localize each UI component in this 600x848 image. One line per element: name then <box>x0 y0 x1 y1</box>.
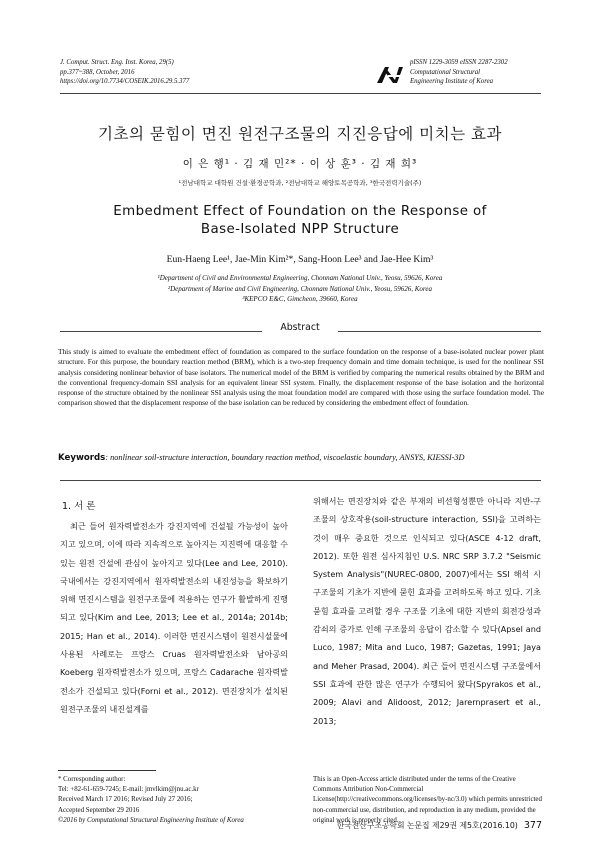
affiliation-line: ²Department of Marine and Civil Engineering, Chonnam National Univ., Yeosu, 59626, Korea <box>168 284 432 293</box>
body-paragraph: 최근 들어 원자력발전소가 강진지역에 건설될 가능성이 높아지고 있으며, 이에 따라 지속적으로 높아지는 지진력에 대응할 수 있는 원전 건설에 관심이 높아지고 있다(Lee and Lee, 2010). 국내에서는 강진지역에서 원자력발전소의 내진성능을 확보하기 위해 면진시스템을 원전구조물에 적용하는 연구가 활발하게 진행되고 있다(Kim and Lee, 2013; Lee et al., 2014a; 2014b; 2015; Han et al., 2014). 이러한 면진시스템이 원전시설물에 사용된 사례로는 프랑스 Cruas 원자력발전소와 남아공의 Koeberg 원자력발전소가 있으며, 프랑스 Cadarache 원자력발전소가 건설되고 있다(Forni et al., 2012). 면진장치가 설치된 원전구조물의 내진설계를 <box>60 521 288 714</box>
abstract-end-divider <box>60 480 541 481</box>
keywords <box>58 452 544 465</box>
english-authors: Eun-Haeng Lee¹, Jae-Min Kim²*, Sang-Hoon Lee³ and Jae-Hee Kim³ <box>166 254 434 265</box>
open-access-notice: This is an Open-Access article distributed under the terms of the Creative Commons Attribution Non-Commercial License(http://creativecommons.org/licenses/by-nc/3.0) which permits unrestricted non-commercial use, distribution, and reproduction in any medium, provided the original work is properly cited. <box>313 776 542 824</box>
section-heading: 1. 서 론 <box>62 501 96 512</box>
footnote-line: Tel: +82-61-659-7245; E-mail: jmvlkim@jnu.ac.kr <box>58 786 199 794</box>
abstract-rule-right <box>338 331 541 332</box>
english-title-line: Base-Isolated NPP Structure <box>200 222 400 237</box>
english-affiliations <box>0 273 600 305</box>
citation-line[interactable]: https://doi.org/10.7734/COSEIK.2016.29.5.377 <box>60 78 190 86</box>
page-number: 377 <box>523 820 542 831</box>
footnote-line: Received March 17 2016; Revised July 27 2016; <box>58 796 193 804</box>
journal-citation <box>60 58 189 87</box>
corresponding-author-footnote <box>58 775 288 826</box>
english-title <box>0 203 600 239</box>
body-column-right <box>313 492 541 730</box>
korean-title: 기초의 묻힘이 면진 원전구조물의 지진응답에 미치는 효과 <box>98 125 502 143</box>
society-name-line: Engineering Institute of Korea <box>410 78 493 86</box>
abstract-body: This study is aimed to evaluate the embedment effect of foundation as compared to the surface foundation on the response of a base-isolated nuclear power plant structure. For this purpose, the boundary reaction method (BRM), which is a two-step frequency domain and time domain technique, is used for the nonlinear SSI analysis considering nonlinear behavior of base isolators. The numerical model of the BRM is verified by comparing the numerical results obtained by the BRM and the conventional frequency-domain SSI analysis for an equivalent linear SSI system. Finally, the displacement response of the base isolation and the horizontal response of the structure obtained by the nonlinear SSI analysis using the moat foundation model are compared with those using the surface foundation model. The comparison showed that the displacement response of the base isolation can be reduced by considering the embedment effect of foundation. <box>58 347 544 408</box>
issn-line: pISSN 1229-3059 eISSN 2287-2302 <box>410 59 508 66</box>
body-paragraph: 위해서는 면진장치와 같은 부재의 비선형성뿐만 아니라 지반-구조물의 상호작용(soil-structure interaction, SSI)을 고려하는 것이 매우 중요한 것으로 인식되고 있다(ASCE 4-12 draft, 2012). 또한 원전 심사지침인 U.S. NRC SRP 3.7.2 "Seismic System Analysis"(NUREC-0800, 2007)에서는 SSI 해석 시 구조물의 기초가 지반에 묻힌 효과를 고려하도록 하고 있다. 기초 묻힘 효과를 고려할 경우 구조물 기초에 대한 지반의 회전강성과 감쇠의 증가로 인해 구조물의 응답이 감소할 수 있다(Apsel and Luco, 1987; Mita and Luco, 1987; Gazetas, 1991; Jaya and Meher Prasad, 2004). 최근 들어 면진시스템 구조물에서 SSI 효과에 관한 많은 연구가 수행되어 왔다(Spyrakos et al., 2009; Alavi and Alidoost, 2012; Jarernprasert et al., 2013; <box>313 496 541 726</box>
page-footer <box>312 820 542 831</box>
footnote-rule <box>58 770 156 771</box>
footnote-line: * Corresponding author: <box>58 776 126 783</box>
body-column-left <box>60 517 288 718</box>
citation-line: J. Comput. Struct. Eng. Inst. Korea, 29(5) <box>60 59 174 66</box>
korean-authors: 이 은 행¹ · 김 재 민²* · 이 상 훈³ · 김 재 희³ <box>182 158 418 170</box>
abstract-heading: Abstract <box>280 322 320 333</box>
affiliation-line: ¹Department of Civil and Environmental Engineering, Chonnam National Univ., Yeosu, 59626, Korea <box>157 274 443 282</box>
footnote-line: Accepted September 29 2016 <box>58 806 140 814</box>
csei-logo-icon <box>376 66 404 84</box>
journal-footer-name: 한국전산구조공학회 논문집 제29권 제5호(2016.10) <box>336 821 518 830</box>
korean-affiliations: ¹전남대학교 대학원 건설·환경공학과, ²전남대학교 해양토목공학과, ³한국전력기술(주) <box>178 179 422 187</box>
english-title-line: Embedment Effect of Foundation on the Response of <box>113 204 487 219</box>
affiliation-line: ³KEPCO E&C, Gimcheon, 39660, Korea <box>242 295 358 304</box>
header-divider <box>60 93 541 94</box>
keywords-text: : nonlinear soil-structure interaction, boundary reaction method, viscoelastic boundary, ANSYS, KIESSI-3D <box>105 453 465 462</box>
footnote-line: ©2016 by Computational Structural Engineering Institute of Korea <box>58 816 244 824</box>
citation-line: pp.377~388, October, 2016 <box>60 68 135 76</box>
keywords-label: Keywords <box>58 453 106 463</box>
issn-block <box>410 58 508 87</box>
society-name-line: Computational Structural <box>410 68 481 76</box>
